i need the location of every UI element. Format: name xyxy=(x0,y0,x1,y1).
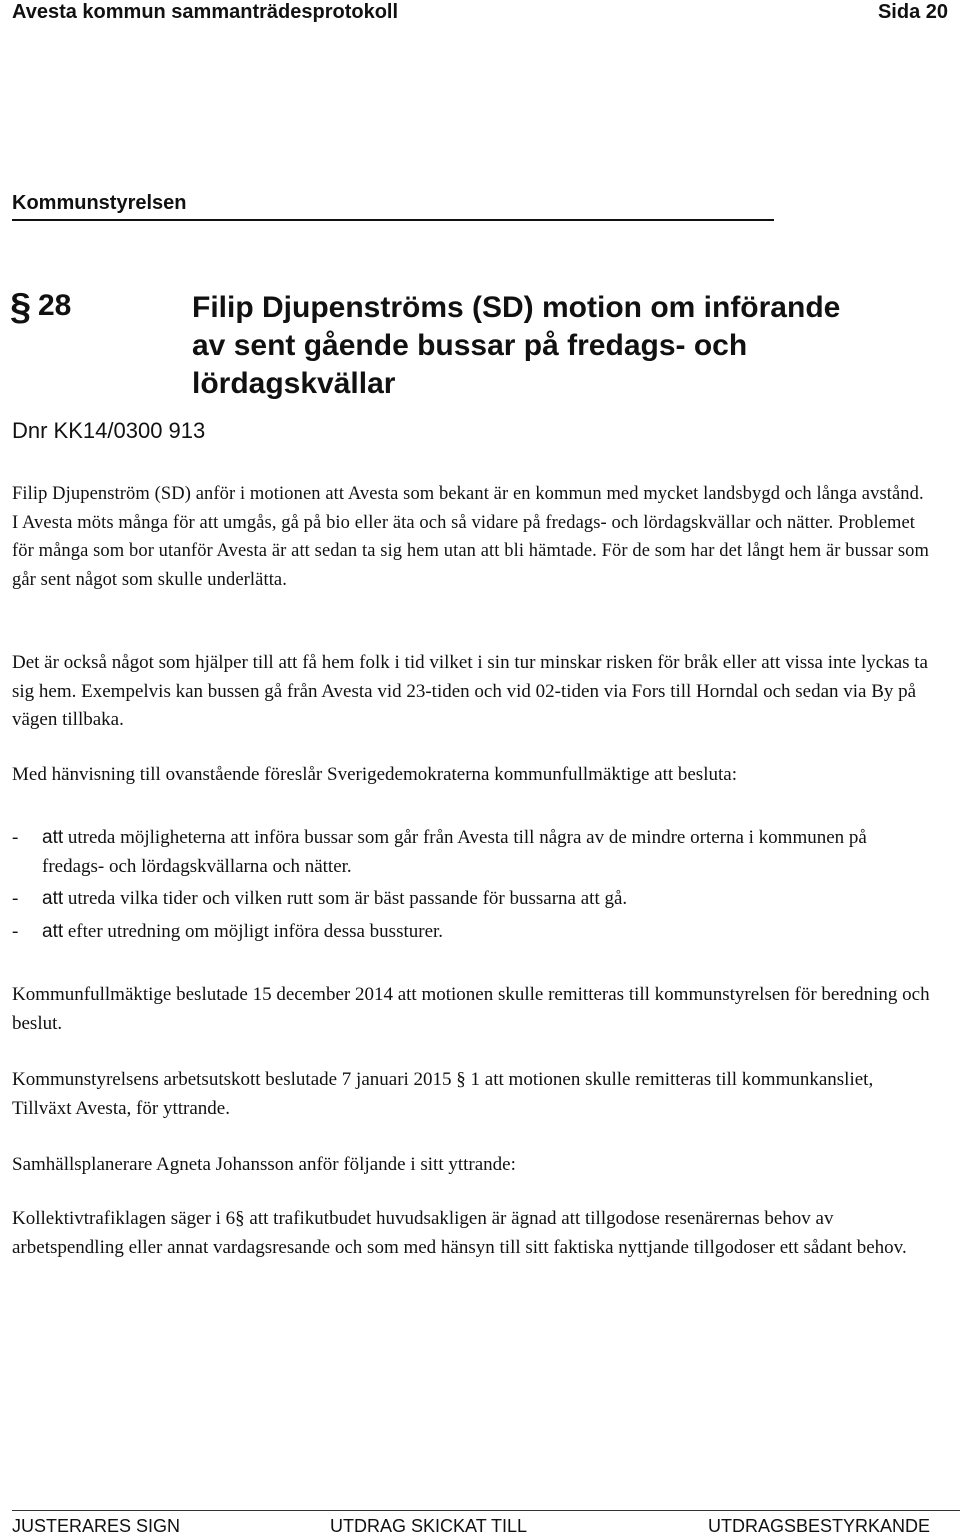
list-item xyxy=(12,918,932,947)
list-dash: - xyxy=(12,888,19,909)
paragraph-text: Det är också något som hjälper till att få hem folk i tid vilket i sin tur minskar risken för bråk eller att vissa inte lyckas ta sig hem. Exempelvis kan bussen gå från Avesta vid 23-tiden och vid 02-tiden via Fors till Horndal och sedan via By på vägen tillbaka. xyxy=(12,652,928,730)
paragraph xyxy=(12,981,932,1038)
list-item xyxy=(12,885,932,914)
paragraph-text: Med hänvisning till ovanstående föreslår Sverigedemokraterna kommunfullmäktige att besluta: xyxy=(12,764,737,785)
section-name: Kommunstyrelsen xyxy=(12,192,187,214)
paragraph-symbol: § xyxy=(10,286,32,328)
paragraph xyxy=(12,1151,932,1180)
att-keyword: att xyxy=(42,827,64,848)
paragraph-text: Filip Djupenström (SD) anför i motionen att Avesta som bekant är en kommun med mycket landsbygd och långa avstånd. I Avesta möts många för att umgås, gå på bio eller äta och så vidare på fredags- och lördagskvällar och nätter. Problemet för många som bor utanför Avesta är att sedan ta sig hem utan att bli hämtade. För de som har det långt hem är bussar som går sent något som skulle underlätta. xyxy=(12,484,929,590)
diary-number: Dnr KK14/0300 913 xyxy=(12,418,206,443)
paragraph xyxy=(12,480,932,594)
proposal-list xyxy=(12,824,932,950)
item-heading xyxy=(192,289,932,403)
list-dash: - xyxy=(12,920,19,942)
document-title: Avesta kommun sammanträdesprotokoll xyxy=(12,1,399,23)
page-header xyxy=(12,0,948,24)
paragraph-text: Kommunstyrelsens arbetsutskott beslutade 7 januari 2015 § 1 att motionen skulle remitteras till kommunkansliet, Tillväxt Avesta, för yttrande. xyxy=(12,1069,874,1119)
paragraph xyxy=(12,649,932,735)
list-item xyxy=(12,824,932,881)
list-item-text: utreda möjligheterna att införa bussar som går från Avesta till några av de mindre orterna i kommunen på fredags- och lördagskvällarna och nätter. xyxy=(42,827,867,877)
heading-line: Filip Djupenströms (SD) motion om införande xyxy=(192,291,841,324)
page-number: Sida 20 xyxy=(877,1,948,23)
paragraph xyxy=(12,1205,932,1262)
section-underline xyxy=(12,219,774,221)
heading-line: lördagskvällar xyxy=(192,367,396,400)
item-number: 28 xyxy=(38,289,72,322)
footer-signature-label: JUSTERARES SIGN xyxy=(12,1516,181,1536)
paragraph-text: Kommunfullmäktige beslutade 15 december 2014 att motionen skulle remitteras till kommunstyrelsen för beredning och beslut. xyxy=(12,984,930,1034)
footer-certification-label: UTDRAGSBESTYRKANDE xyxy=(707,1516,930,1536)
paragraph xyxy=(12,761,932,790)
list-dash: - xyxy=(12,827,19,848)
paragraph xyxy=(12,1066,932,1123)
footer-sent-to-label: UTDRAG SKICKAT TILL xyxy=(330,1516,528,1536)
paragraph-text: Samhällsplanerare Agneta Johansson anför följande i sitt yttrande: xyxy=(12,1154,516,1175)
heading-line: av sent gående bussar på fredags- och xyxy=(192,329,748,362)
list-item-text: efter utredning om möjligt införa dessa bussturer. xyxy=(67,920,444,942)
att-keyword: att xyxy=(42,920,64,942)
list-item-text: utreda vilka tider och vilken rutt som är bäst passande för bussarna att gå. xyxy=(67,888,628,909)
att-keyword: att xyxy=(42,888,64,909)
footer-rule xyxy=(12,1510,960,1511)
paragraph-text: Kollektivtrafiklagen säger i 6§ att trafikutbudet huvudsakligen är ägnad att tillgodose resenärernas behov av arbetspendling eller annat vardagsresande och som med hänsyn till sitt faktiska nyttjande tillgodoser ett sådant behov. xyxy=(12,1208,907,1258)
